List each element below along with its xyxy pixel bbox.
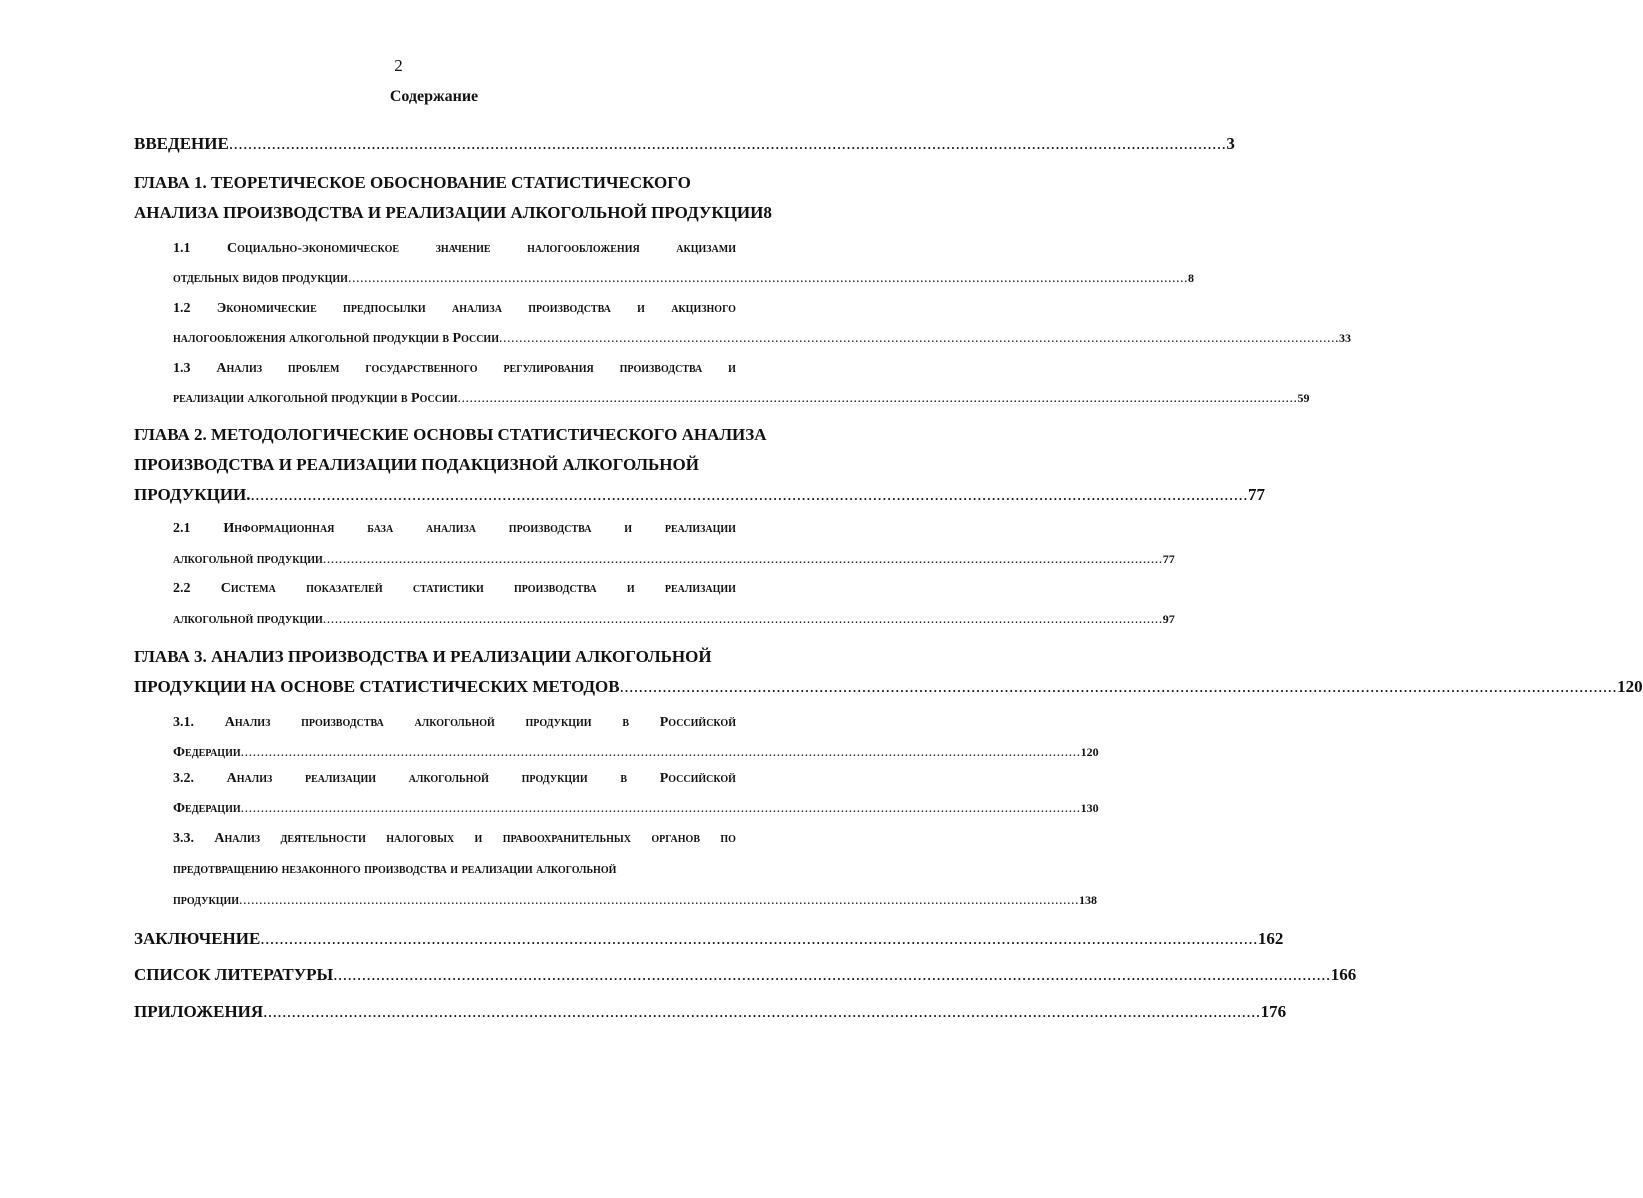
toc-page-number: 120	[1617, 677, 1643, 696]
toc-entry-text: алкогольной продукции	[173, 552, 323, 567]
toc-entry-line: 1.3 Анализ проблем государственного регулирования производства и	[173, 361, 736, 376]
toc-entry-section-3-1	[173, 715, 1099, 760]
toc-entry-line: ГЛАВА 1. ТЕОРЕТИЧЕСКОЕ ОБОСНОВАНИЕ СТАТИСТИЧЕСКОГО	[134, 173, 691, 192]
toc-page-number: 166	[1330, 965, 1357, 984]
toc-entry-line: 3.2. Анализ реализации алкогольной продукции в Российской	[173, 771, 736, 786]
toc-entry-line: 1.2 Экономические предпосылки анализа производства и акцизного	[173, 301, 736, 316]
toc-leader-dots: ..................................................................................................................................................................................................................	[619, 677, 1618, 696]
toc-page-number: 8	[763, 203, 772, 222]
toc-leader-dots: ..................................................................................................................................................................................................................	[333, 965, 1331, 984]
toc-title: Содержание	[389, 88, 479, 105]
toc-leader-dots: ..................................................................................................................................................................................................................	[347, 271, 1188, 286]
toc-entry-bibliography	[134, 965, 1357, 984]
toc-entry-text: ПРИЛОЖЕНИЯ	[134, 1002, 264, 1021]
toc-page-number: 3	[1226, 134, 1235, 153]
toc-entry-text: алкогольной продукции	[173, 612, 323, 627]
toc-entry-line: 2.2 Система показателей статистики производства и реализации	[173, 581, 736, 596]
toc-entry-text: СПИСОК ЛИТЕРАТУРЫ	[134, 965, 334, 984]
toc-leader-dots: ..................................................................................................................................................................................................................	[457, 391, 1298, 406]
toc-entry-text: Федерации	[173, 801, 241, 816]
toc-entry-text: отдельных видов продукции	[173, 271, 348, 286]
toc-leader-dots: ..................................................................................................................................................................................................................	[322, 612, 1163, 627]
toc-leader-dots: ..................................................................................................................................................................................................................	[322, 552, 1163, 567]
toc-entry-chapter-3	[134, 647, 1643, 696]
toc-leader-dots: ..................................................................................................................................................................................................................	[240, 745, 1081, 760]
toc-leader-dots: ..................................................................................................................................................................................................................	[240, 801, 1081, 816]
toc-page-number: 97	[1162, 612, 1175, 626]
toc-page-number: 59	[1297, 391, 1310, 405]
toc-entry-text: Федерации	[173, 745, 241, 760]
toc-entry-line: предотвращению незаконного производства и реализации алкогольной	[173, 862, 617, 877]
toc-page-number: 138	[1079, 893, 1098, 907]
toc-entry-text: налогообложения алкогольной продукции в России	[173, 331, 499, 346]
toc-entry-section-2-1	[173, 521, 1175, 567]
toc-entry-line: 1.1 Социально-экономическое значение налогообложения акцизами	[173, 241, 736, 256]
page-number: 2	[394, 56, 403, 75]
toc-page-number: 8	[1187, 271, 1194, 285]
toc-entry-text: ПРОДУКЦИИ.	[134, 485, 251, 504]
toc-entry-text: реализации алкогольной продукции в России	[173, 391, 458, 406]
toc-entry-text: ВВЕДЕНИЕ	[134, 134, 229, 153]
toc-page-number: 162	[1257, 929, 1284, 948]
toc-entry-appendices	[134, 1002, 1287, 1021]
toc-entry-line: 3.1. Анализ производства алкогольной продукции в Российской	[173, 715, 736, 730]
toc-leader-dots: ..................................................................................................................................................................................................................	[260, 929, 1258, 948]
toc-entry-text: ЗАКЛЮЧЕНИЕ	[134, 929, 261, 948]
toc-entry-chapter-1	[134, 173, 772, 222]
toc-leader-dots: ..................................................................................................................................................................................................................	[228, 134, 1227, 153]
toc-entry-introduction	[134, 134, 1235, 153]
toc-leader-dots: ..................................................................................................................................................................................................................	[263, 1002, 1261, 1021]
toc-entry-line: ГЛАВА 3. АНАЛИЗ ПРОИЗВОДСТВА И РЕАЛИЗАЦИИ АЛКОГОЛЬНОЙ	[134, 647, 712, 666]
toc-entry-section-3-2	[173, 771, 1099, 816]
toc-entry-section-3-3	[173, 831, 1098, 908]
toc-page-number: 77	[1248, 485, 1266, 504]
toc-entry-section-1-3	[173, 361, 1310, 406]
toc-leader-dots: ..................................................................................................................................................................................................................	[239, 893, 1080, 908]
toc-page-number: 33	[1338, 331, 1351, 345]
toc-page-number: 77	[1162, 552, 1175, 566]
toc-entry-line: ПРОИЗВОДСТВА И РЕАЛИЗАЦИИ ПОДАКЦИЗНОЙ АЛКОГОЛЬНОЙ	[134, 455, 699, 474]
toc-entry-line: 2.1 Информационная база анализа производства и реализации	[173, 521, 736, 536]
toc-page-number: 176	[1260, 1002, 1287, 1021]
toc-leader-dots: ..................................................................................................................................................................................................................	[250, 485, 1249, 504]
toc-entry-line: 3.3. Анализ деятельности налоговых и правоохранительных органов по	[173, 831, 736, 846]
toc-entry-conclusion	[134, 929, 1284, 948]
toc-entry-text: ПРОДУКЦИИ НА ОСНОВЕ СТАТИСТИЧЕСКИХ МЕТОДОВ	[134, 677, 620, 696]
toc-leader-dots: ..................................................................................................................................................................................................................	[498, 331, 1339, 346]
toc-entry-line: ГЛАВА 2. МЕТОДОЛОГИЧЕСКИЕ ОСНОВЫ СТАТИСТИЧЕСКОГО АНАЛИЗА	[134, 425, 767, 444]
toc-entry-section-2-2	[173, 581, 1175, 627]
toc-entry-section-1-1	[173, 241, 1194, 286]
toc-page-number: 130	[1080, 801, 1099, 815]
toc-entry-text: продукции	[173, 893, 240, 908]
toc-entry-chapter-2	[134, 425, 1266, 504]
toc-entry-text: АНАЛИЗА ПРОИЗВОДСТВА И РЕАЛИЗАЦИИ АЛКОГОЛЬНОЙ ПРОДУКЦИИ	[134, 203, 764, 222]
toc-entry-section-1-2	[173, 301, 1351, 346]
toc-page-number: 120	[1080, 745, 1099, 759]
